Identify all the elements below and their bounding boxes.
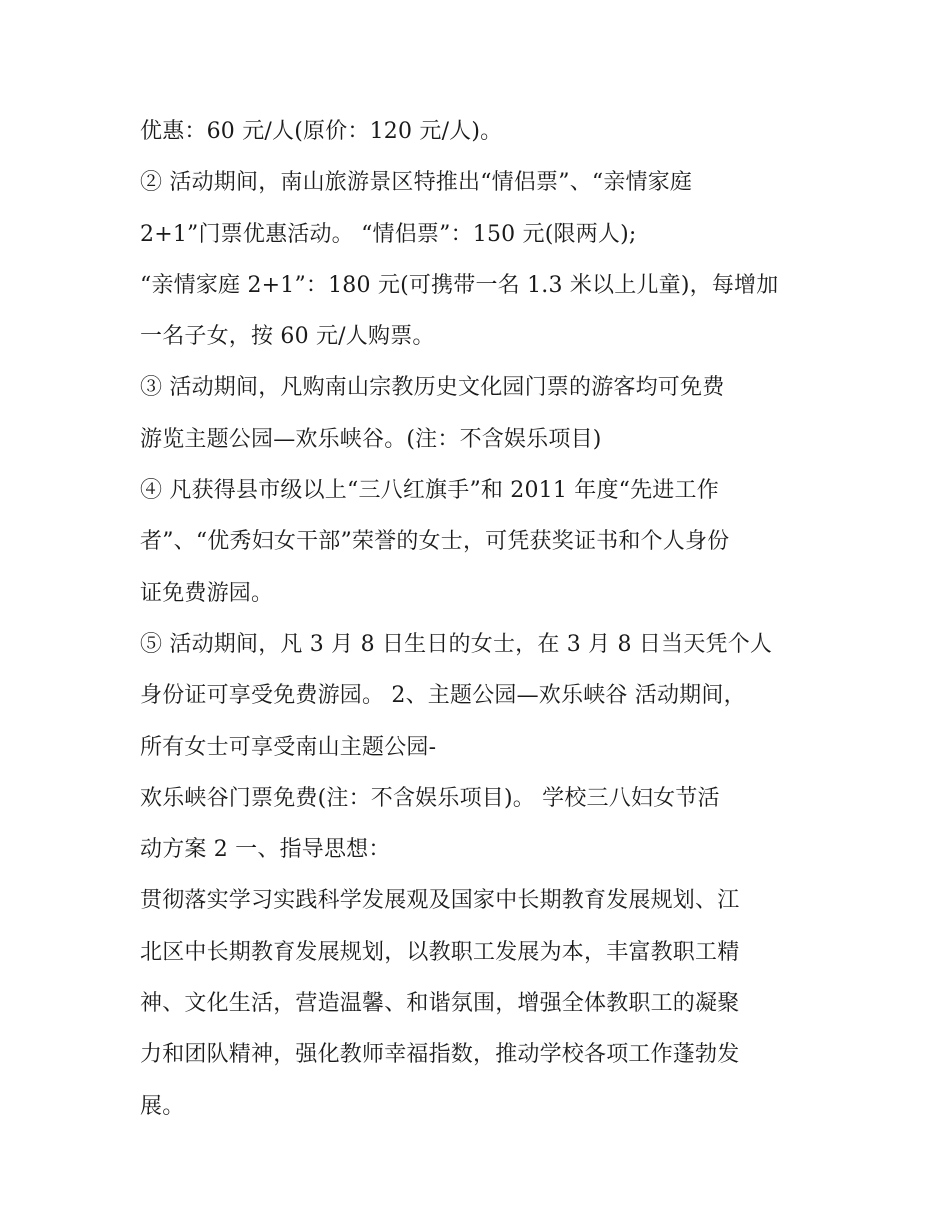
text-line: 一名子女，按 60 元/人购票。 bbox=[140, 324, 435, 350]
text-line: 2+1”门票优惠活动。 “情侣票”：150 元(限两人); bbox=[140, 221, 637, 247]
text-line: ③ 活动期间，凡购南山宗教历史文化园门票的游客均可免费 bbox=[140, 375, 725, 401]
text-line: ④ 凡获得县市级以上“三八红旗手”和 2011 年度“先进工作 bbox=[140, 478, 719, 504]
text-line: 身份证可享受免费游园。 2、主题公园—欢乐峡谷 活动期间， bbox=[140, 683, 746, 709]
text-line: 神、文化生活，营造温馨、和谐氛围，增强全体教职工的凝聚 bbox=[140, 991, 740, 1017]
text-line: 证免费游园。 bbox=[140, 580, 274, 606]
text-line: 所有女士可享受南山主题公园- bbox=[140, 734, 437, 760]
text-line: 动方案 2 一、指导思想： bbox=[140, 837, 391, 863]
text-line: 欢乐峡谷门票免费(注：不含娱乐项目)。 学校三八妇女节活 bbox=[140, 785, 720, 811]
text-line: 北区中长期教育发展规划，以教职工发展为本，丰富教职工精 bbox=[140, 939, 740, 965]
text-line: 贯彻落实学习实践科学发展观及国家中长期教育发展规划、江 bbox=[140, 888, 740, 914]
text-line: “亲情家庭 2+1”：180 元(可携带一名 1.3 米以上儿童)，每增加 bbox=[140, 272, 779, 298]
document-body bbox=[140, 106, 830, 1132]
text-line: ② 活动期间，南山旅游景区特推出“情侣票”、“亲情家庭 bbox=[140, 170, 693, 196]
text-line: 力和团队精神，强化教师幸福指数，推动学校各项工作蓬勃发 bbox=[140, 1042, 740, 1068]
text-line: 优惠：60 元/人(原价：120 元/人)。 bbox=[140, 119, 503, 144]
text-line: 展。 bbox=[140, 1093, 185, 1119]
text-line: 游览主题公园—欢乐峡谷。(注：不含娱乐项目) bbox=[140, 426, 602, 452]
text-line: ⑤ 活动期间，凡 3 月 8 日生日的女士，在 3 月 8 日当天凭个人 bbox=[140, 631, 773, 657]
text-line: 者”、“优秀妇女干部”荣誉的女士，可凭获奖证书和个人身份 bbox=[140, 529, 730, 555]
